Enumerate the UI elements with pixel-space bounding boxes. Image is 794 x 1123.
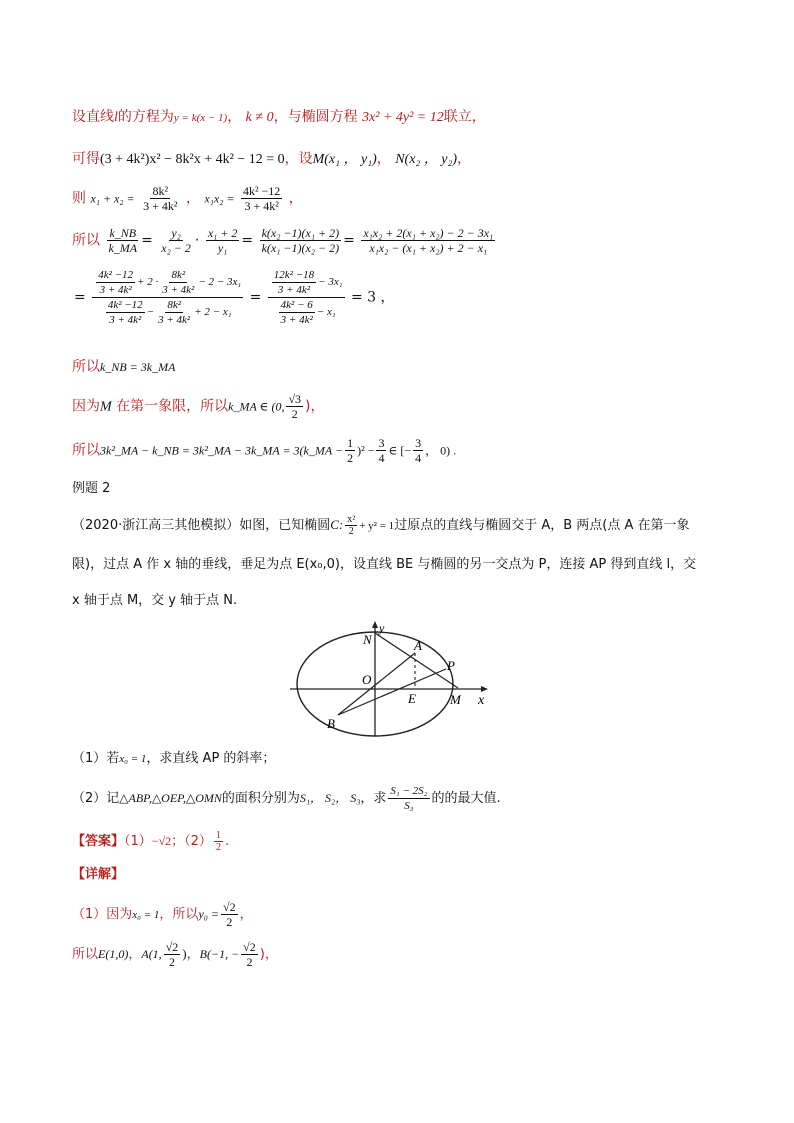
fraction: $\frac{\text{x²}}{2}$ bbox=[347, 514, 356, 537]
product-expr: x₁x₂ = bbox=[204, 191, 235, 206]
problem-line-3: x 轴于点 M，交 y 轴于点 N. bbox=[72, 593, 238, 608]
text: 可得 bbox=[72, 151, 100, 167]
fraction: $\frac{\text{4k² −12}}{\text{3 + 4k²}}$ bbox=[242, 184, 281, 213]
line-ab bbox=[338, 653, 415, 715]
var-l: l bbox=[114, 110, 118, 125]
label-b: B bbox=[327, 716, 335, 731]
fraction: $\frac{k\_NB}{k\_MA}$ bbox=[108, 226, 138, 255]
line-2 bbox=[72, 150, 471, 169]
label-y: y bbox=[379, 621, 385, 635]
label-x: x bbox=[478, 693, 485, 708]
ellipse-figure bbox=[280, 616, 510, 740]
line-7 bbox=[72, 392, 325, 421]
text: 设直线 bbox=[72, 109, 114, 125]
expression: 3k²_MA − k_NB = 3k²_MA − 3k_MA = 3(k_MA − bbox=[100, 443, 344, 458]
point-m: M(x₁ ， y₁) bbox=[312, 152, 377, 167]
label-a: A bbox=[414, 638, 422, 653]
problem-line-1: （2020·浙江高三其他模拟）如图，已知椭圆C: $\frac{\text{x²}}{2}$ + y² = 1过原点的直线与椭圆交于 A，B 两点(点 A 在第一象 bbox=[72, 514, 690, 537]
text: ， bbox=[227, 109, 242, 125]
text: 联立， bbox=[443, 109, 486, 125]
sum-expr: x₁ + x₂ = bbox=[90, 191, 135, 206]
label-m: M bbox=[450, 692, 461, 707]
answer-line: 【答案】（1）−√2；（2） $\frac{1}{2}$ . bbox=[72, 830, 230, 853]
point-n: N(x₂ ， y₂) bbox=[395, 152, 458, 167]
text: ， bbox=[376, 151, 391, 167]
fraction: $\frac{√2}{2}$ bbox=[223, 900, 236, 929]
y-axis-arrow bbox=[372, 621, 378, 628]
text: ，与椭圆方程 bbox=[273, 109, 358, 125]
label-p: P bbox=[447, 658, 455, 673]
line-4: 所以 $\frac{k\_NB}{k\_MA}$ = $\frac{\text{y₂}}{\text{x₂ − 2}}$ · $\frac{\text{x₁ + 2}}{\text{y₁}}$ = $\frac{\text{k(x₂ −1)(x₁ + 2)}}{\text{k(x₁ −1)(x₂ − 2)}}$ = $\frac{\text{x₁x₂ + 2(x₁ + x₂) − 2 − 3x₁}}{\text{x₁x₂ − (x₁ + x₂) + 2 − x₁}}$ bbox=[72, 226, 494, 255]
x-axis-arrow bbox=[481, 686, 488, 692]
ellipse-equation: 3x² + 4y² = 12 bbox=[362, 110, 444, 125]
detail-line-1: （1）因为x₀ = 1，所以y₀ = $\frac{√2}{2}$ ， bbox=[72, 900, 253, 929]
fraction: $\frac{\text{k(x₂ −1)(x₁ + 2)}}{\text{k(x₁ −1)(x₂ − 2)}}$ bbox=[261, 226, 340, 255]
label-o: O bbox=[362, 672, 372, 687]
text: 所以 bbox=[72, 442, 100, 459]
var-m: M bbox=[100, 399, 112, 415]
fraction: $\frac{√3}{2}$ bbox=[288, 392, 302, 421]
text: 因为 bbox=[72, 398, 100, 415]
fraction: $\frac{\text{y₂}}{\text{x₂ − 2}}$ bbox=[161, 226, 191, 255]
fraction: $\frac{\text{x₁x₂ + 2(x₁ + x₂) − 2 − 3x₁}}{\text{x₁x₂ − (x₁ + x₂) + 2 − x₁}}$ bbox=[363, 226, 494, 255]
line-5: = $\frac{\text{4k² −12}}{\text{3 + 4k²}}$ + 2 · $\frac{\text{8k²}}{\text{3 + 4k²}}$ − 2 − 3x₁ $\frac{\text{4k² −12}}{\text{3 + 4k²}}$ − $\frac{\text{8k²}}{\text{3 + 4k²}}$ + 2 − x₁ = $\frac{\text{12k² −18}}{\text{3 + 4k²}}$ − 3x₁ $\frac{\text{4k² − 6}}{\text{3 + 4k²}}$ − x₁ = 3 ， bbox=[74, 269, 395, 326]
quadratic: (3 + 4k²)x² − 8k²x + 4k² − 12 = 0 bbox=[100, 152, 285, 167]
text: ， bbox=[457, 151, 472, 167]
text: 所以 bbox=[72, 232, 100, 249]
detail-line-2: 所以E(1,0)，A(1, $\frac{√2}{2}$ )，B(−1, − $\frac{√2}{2}$ )， bbox=[72, 940, 278, 969]
problem-line-2: 限)，过点 A 作 x 轴的垂线，垂足为点 E(x₀,0)，设直线 BE 与椭圆的另一交点为 P，连接 AP 得到直线 l，交 bbox=[72, 557, 697, 572]
slope-relation: k_NB = 3k_MA bbox=[100, 360, 176, 374]
text: 的方程为 bbox=[117, 109, 174, 125]
answer-label: 【答案】 bbox=[72, 834, 125, 849]
text: )， bbox=[305, 398, 325, 415]
line-3 bbox=[72, 184, 303, 213]
text: 则 bbox=[72, 190, 86, 207]
question-1: （1）若x₀ = 1，求直线 AP 的斜率； bbox=[72, 751, 276, 766]
text: 在第一象限，所以 bbox=[116, 398, 229, 415]
text: ， bbox=[185, 190, 200, 207]
fraction: $\frac{\text{S₁ − 2S₂}}{\text{S₃}}$ bbox=[390, 785, 428, 812]
line-8: 所以3k²_MA − k_NB = 3k²_MA − 3k_MA = 3(k_MA − $\frac{1}{2}$ )² − $\frac{3}{4}$ ∈ [− $\frac{3}{4}$ ， 0) . bbox=[72, 436, 457, 465]
answer-1-value: −√2 bbox=[151, 834, 172, 848]
example-title: 例题 2 bbox=[72, 481, 111, 496]
compound-fraction: $\frac{\text{4k² −12}}{\text{3 + 4k²}}$ + 2 · $\frac{\text{8k²}}{\text{3 + 4k²}}$ − 2 − 3x₁ $\frac{\text{4k² −12}}{\text{3 + 4k²}}$ − $\frac{\text{8k²}}{\text{3 + 4k²}}$ + 2 − x₁ bbox=[92, 268, 243, 327]
range-expr: k_MA ∈ (0, bbox=[228, 399, 285, 414]
text: ，设 bbox=[284, 151, 313, 167]
result: = 3 ， bbox=[351, 289, 395, 306]
condition: k ≠ 0 bbox=[245, 110, 274, 125]
question-2: （2）记△ABP,△OEP,△OMN的面积分别为S₁， S₂， S₃，求 $\frac{\text{S₁ − 2S₂}}{\text{S₃}}$ 的的最大值. bbox=[72, 785, 501, 812]
line-6 bbox=[72, 358, 175, 376]
detail-label: 【详解】 bbox=[72, 867, 125, 882]
fraction: $\frac{\text{x₁ + 2}}{\text{y₁}}$ bbox=[207, 226, 238, 255]
compound-fraction: $\frac{\text{12k² −18}}{\text{3 + 4k²}}$ − 3x₁ $\frac{\text{4k² − 6}}{\text{3 + 4k²}}$ − x₁ bbox=[268, 268, 345, 327]
answer-2-value: $\frac{1}{2}$ bbox=[215, 830, 221, 853]
line-1 bbox=[72, 108, 486, 127]
line-bp bbox=[338, 669, 446, 715]
label-n: N bbox=[363, 632, 372, 647]
text: ， bbox=[288, 190, 303, 207]
label-e: E bbox=[408, 691, 416, 706]
text: 所以 bbox=[72, 359, 100, 375]
equation: y = k(x − 1) bbox=[173, 112, 228, 124]
fraction: $\frac{\text{8k²}}{\text{3 + 4k²}}$ bbox=[143, 184, 178, 213]
